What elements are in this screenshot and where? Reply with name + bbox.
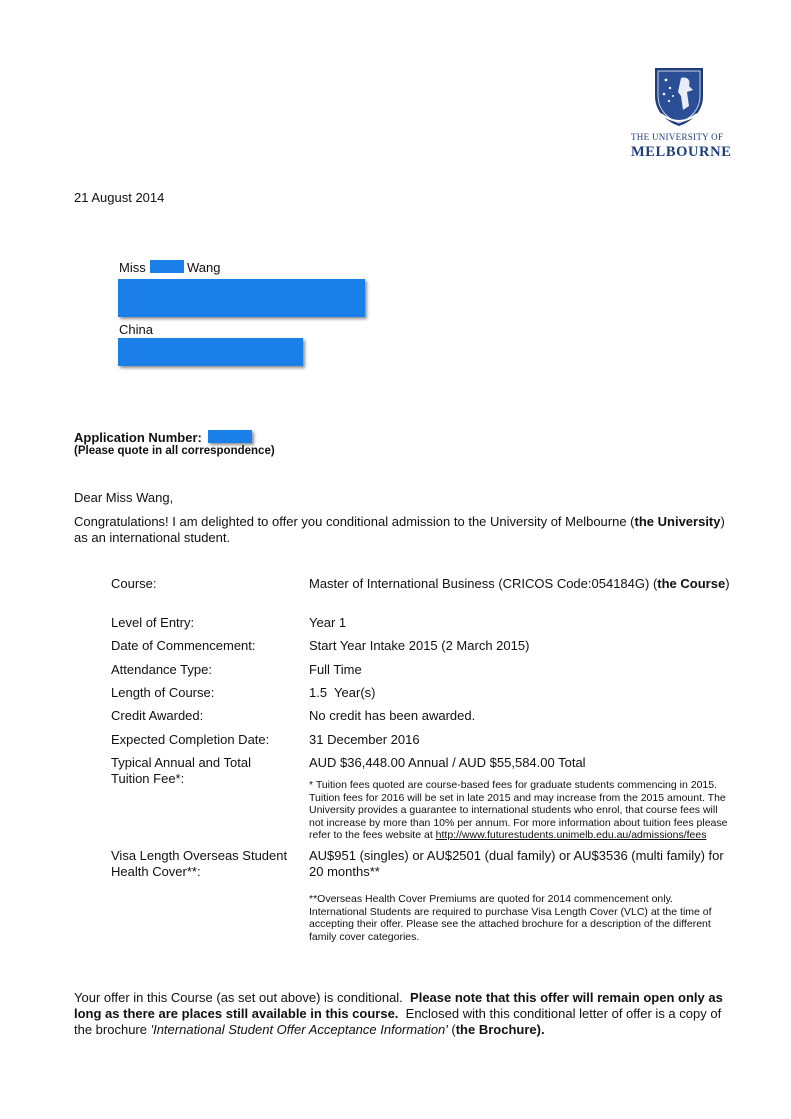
attendance-value: Full Time — [309, 662, 362, 677]
health-note-line3: accepting their offer. Please see the attached brochure for a description of the different — [309, 918, 711, 930]
course-label: Course: — [111, 576, 157, 591]
level-value: Year 1 — [309, 615, 347, 630]
logo-line2: MELBOURNE — [631, 144, 732, 160]
redacted-application-number — [208, 430, 252, 443]
intro-text-line2: as an international student. — [74, 530, 231, 545]
application-number-label: Application Number: — [74, 430, 202, 445]
fee-label — [111, 755, 251, 787]
fee-label-line1: Typical Annual and Total — [111, 755, 251, 770]
completion-label: Expected Completion Date: — [111, 732, 270, 747]
redacted-address-block — [118, 279, 365, 317]
health-note-line4: family cover categories. — [309, 930, 420, 943]
length-value: 1.5 Year(s) — [309, 685, 376, 700]
closing-line1-bold: Please note that this offer will remain open only as — [410, 990, 723, 1005]
fee-note-line1: * Tuition fees quoted are course-based fees for graduate students commencing in 2015. — [309, 779, 718, 791]
fee-value: AUD $36,448.00 Annual / AUD $55,584.00 Total — [309, 755, 586, 770]
brochure-title: 'International Student Offer Acceptance Information' — [150, 1022, 448, 1037]
fee-label-line2: Tuition Fee*: — [111, 771, 185, 786]
health-note — [309, 893, 712, 943]
health-note-line1: **Overseas Health Cover Premiums are quoted for 2014 commencement only. — [309, 893, 673, 905]
health-label-line2: Health Cover**: — [111, 864, 201, 879]
health-label-line1: Visa Length Overseas Student — [111, 848, 288, 863]
intro-text-2: ) — [720, 514, 725, 529]
course-text-end: ) — [725, 576, 730, 591]
credit-value: No credit has been awarded. — [309, 708, 476, 723]
closing-line1-text: Your offer in this Course (as set out above) is conditional. — [74, 990, 411, 1005]
fee-note-line5: refer to the fees website at — [309, 829, 436, 841]
commencement-value: Start Year Intake 2015 (2 March 2015) — [309, 638, 530, 653]
health-value-line1: AU$951 (singles) or AU$2501 (dual family) or AU$3536 (multi family) for — [309, 848, 724, 863]
health-value — [309, 848, 724, 880]
course-text: Master of International Business (CRICOS Code:054184G) ( — [309, 576, 658, 591]
closing-line3-text2: ( — [447, 1022, 456, 1037]
closing-line3-end: ). — [536, 1022, 545, 1037]
attendance-label: Attendance Type: — [111, 662, 212, 677]
intro-text-bold: the University — [634, 514, 721, 529]
closing-line3-text: the brochure — [74, 1022, 151, 1037]
commencement-label: Date of Commencement: — [111, 638, 256, 653]
intro-paragraph — [74, 514, 764, 546]
course-value — [309, 576, 730, 592]
health-note-line2: International Students are required to purchase Visa Length Cover (VLC) at the time of — [309, 905, 712, 918]
application-note: (Please quote in all correspondence) — [74, 445, 275, 457]
credit-label: Credit Awarded: — [111, 708, 204, 723]
health-label — [111, 848, 287, 880]
crest-icon — [651, 66, 707, 128]
logo-line1: THE UNIVERSITY OF — [631, 132, 724, 142]
salutation: Dear Miss Wang, — [74, 490, 174, 505]
length-label: Length of Course: — [111, 685, 215, 700]
closing-line3-bold: the Brochure — [455, 1022, 537, 1037]
redacted-given-name — [150, 260, 184, 273]
fee-note-line4: not increase by more than 10% per annum. For more information about tuition fees please — [309, 816, 728, 829]
course-text-bold: the Course — [657, 576, 726, 591]
redacted-postcode — [118, 338, 303, 366]
health-value-line2: 20 months** — [309, 864, 380, 879]
fees-website-link[interactable]: http://www.futurestudents.unimelb.edu.au/admissions/fees — [435, 829, 707, 841]
university-logo — [628, 66, 732, 162]
closing-line2-text: Enclosed with this conditional letter of offer is a copy of — [398, 1006, 722, 1021]
level-label: Level of Entry: — [111, 615, 195, 630]
closing-paragraph — [74, 990, 774, 1038]
letter-date: 21 August 2014 — [74, 190, 165, 205]
fee-note-line2: Tuition fees for 2016 will be set in late 2015 and may increase from the 2015 amount. The — [309, 791, 726, 804]
addressee-title: Miss — [119, 260, 146, 275]
fee-note — [309, 779, 727, 842]
intro-text-1: Congratulations! I am delighted to offer you conditional admission to the University of Melbourne ( — [74, 514, 635, 529]
fee-note-line3: University provides a guarantee to international students who enrol, that course fees will — [309, 804, 718, 816]
completion-value: 31 December 2016 — [309, 732, 420, 747]
address-country: China — [119, 322, 153, 337]
addressee-surname: Wang — [186, 260, 221, 275]
closing-line2-bold: long as there are places still available in this course. — [74, 1006, 399, 1021]
